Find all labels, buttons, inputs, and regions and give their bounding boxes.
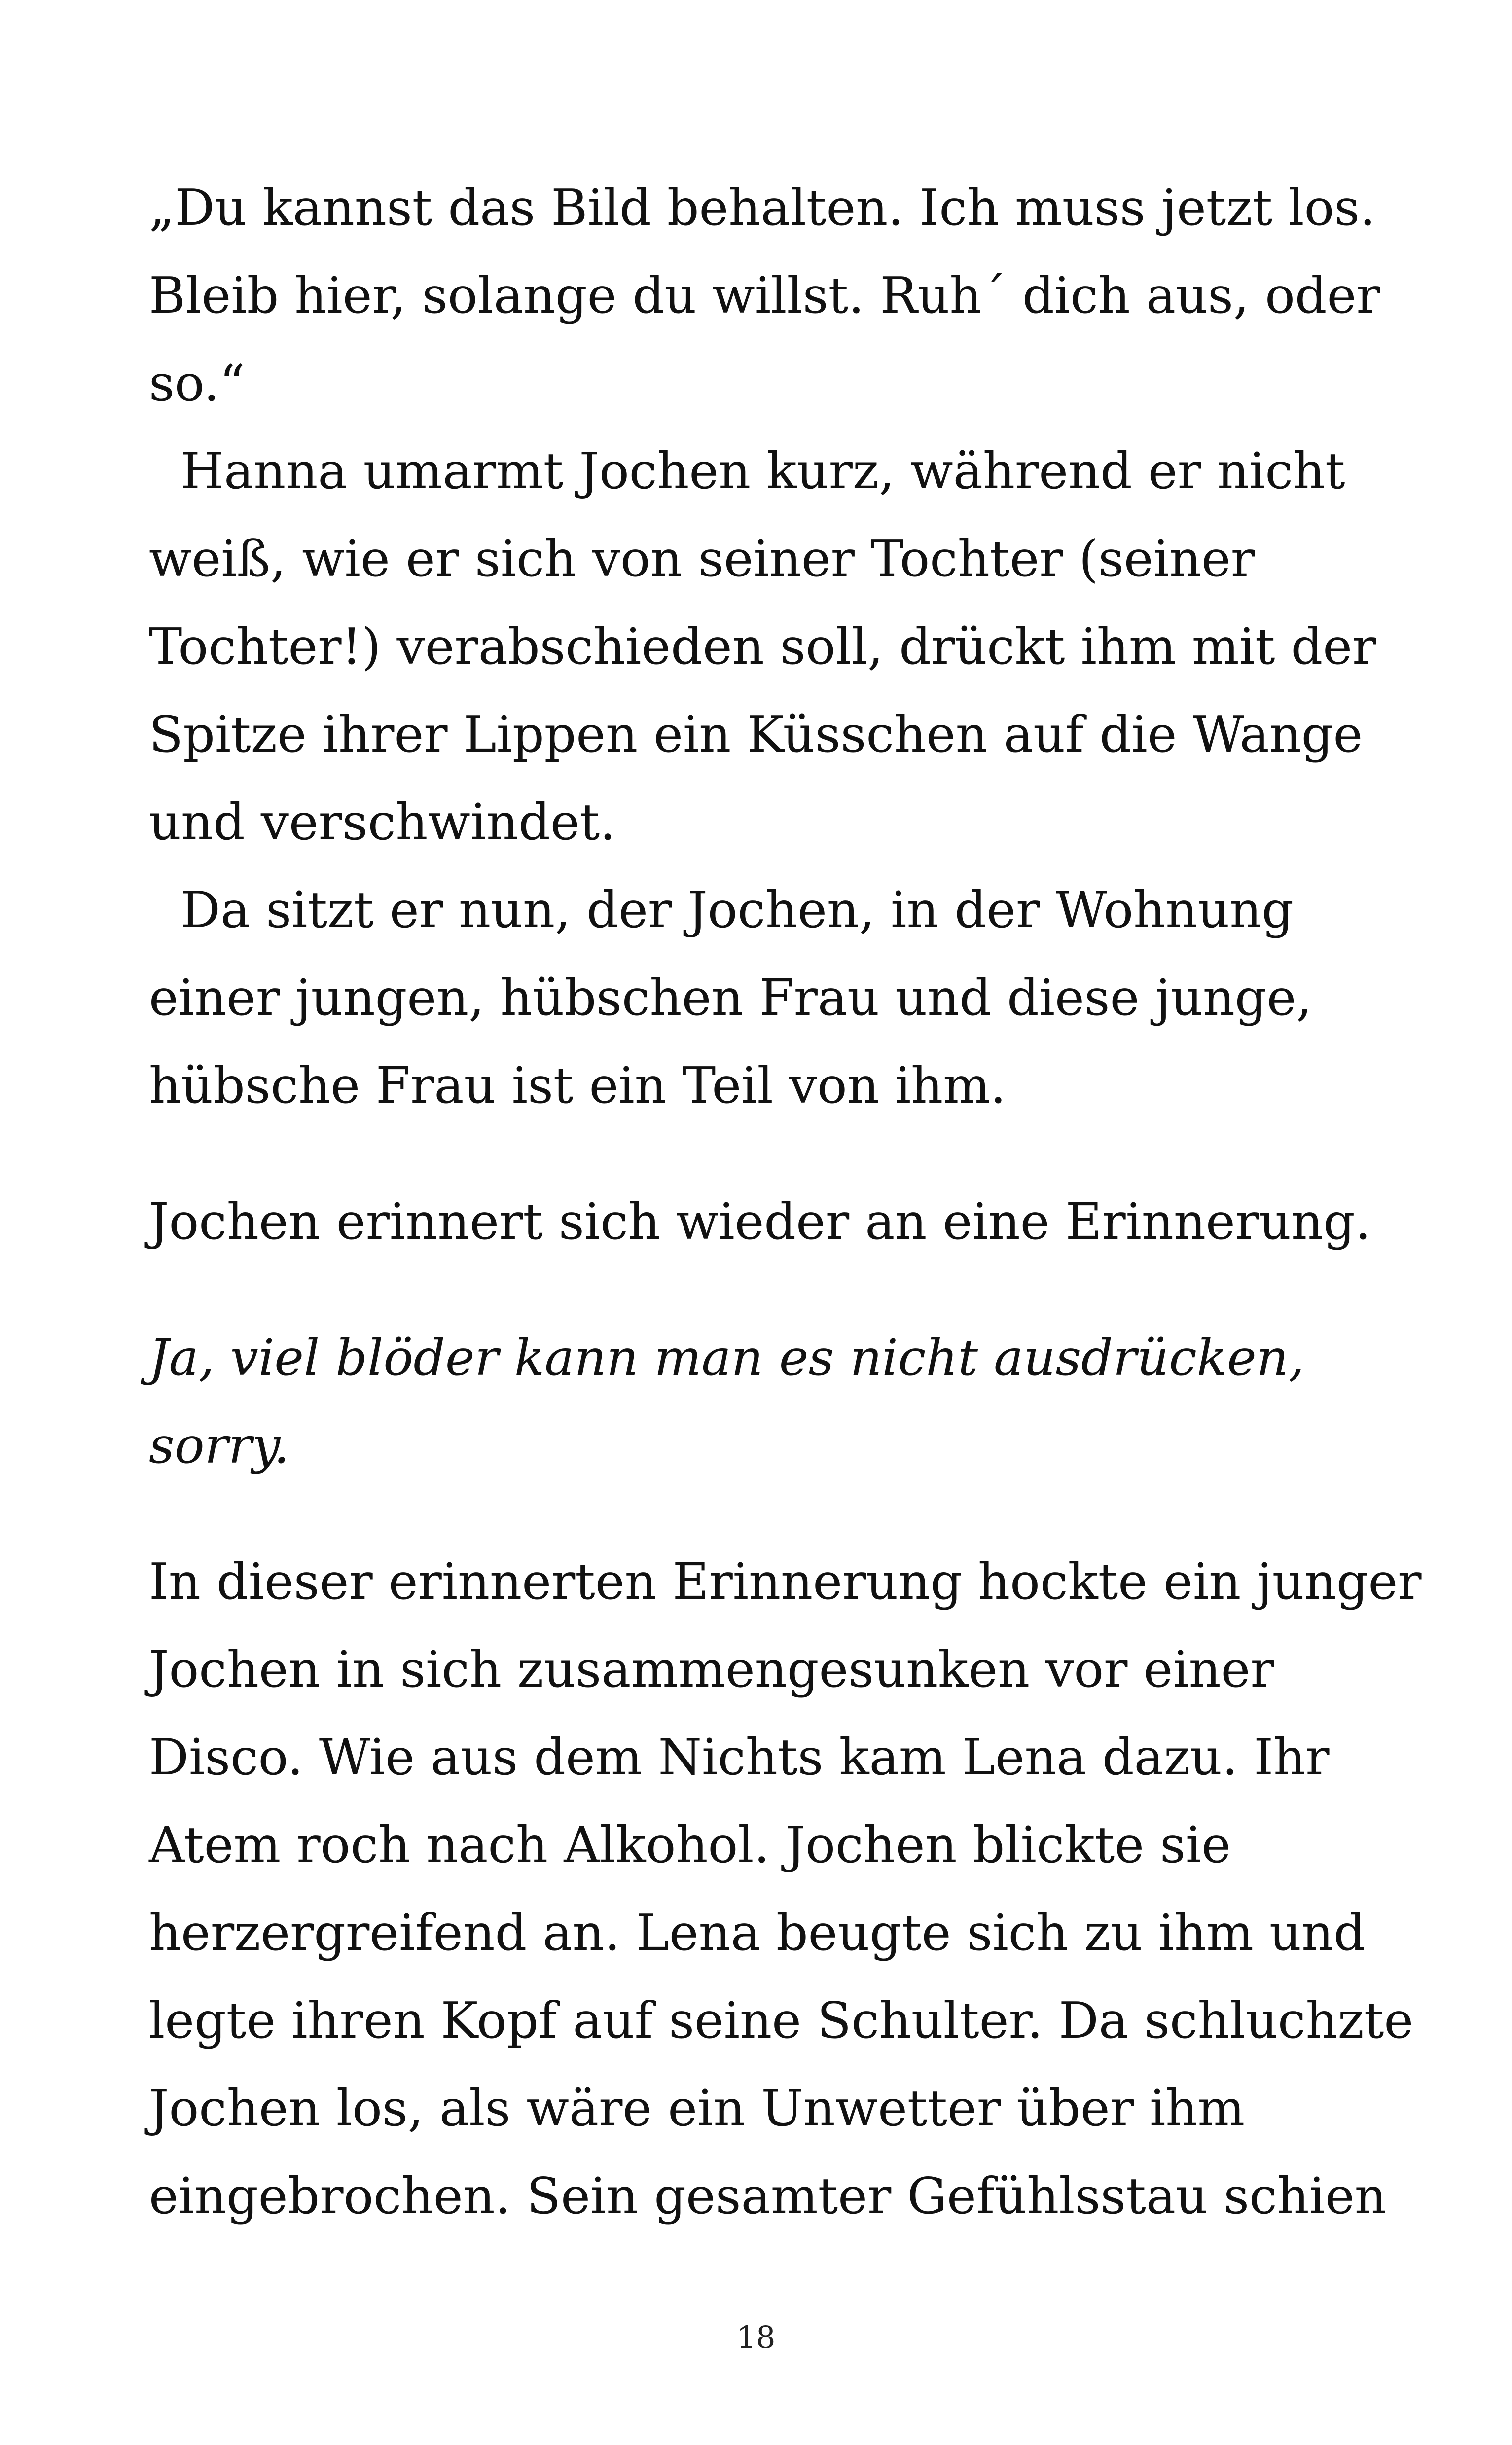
text-line: Bleib hier, solange du willst. Ruh´ dich aus, oder bbox=[149, 266, 1380, 324]
text-line: eingebrochen. Sein gesamter Gefühlsstau schien bbox=[149, 2167, 1387, 2225]
paragraph-aside-italic bbox=[149, 1314, 1392, 1489]
text-line: herzergreifend an. Lena beugte sich zu ihm und bbox=[149, 1904, 1366, 1962]
text-line: Atem roch nach Alkohol. Jochen blickte sie bbox=[149, 1816, 1231, 1874]
text-line: hübsche Frau ist ein Teil von ihm. bbox=[149, 1056, 1007, 1115]
text-line: Jochen erinnert sich wieder an eine Erinnerung. bbox=[149, 1192, 1371, 1251]
text-line: Hanna umarmt Jochen kurz, während er nicht bbox=[180, 442, 1345, 500]
page-number: 18 bbox=[736, 2319, 776, 2355]
text-line: Spitze ihrer Lippen ein Küsschen auf die Wange bbox=[149, 705, 1363, 763]
text-line: In dieser erinnerten Erinnerung hockte ein junger bbox=[149, 1552, 1422, 1611]
text-line: Jochen los, als wäre ein Unwetter über ihm bbox=[149, 2079, 1245, 2137]
text-line: sorry. bbox=[149, 1416, 289, 1474]
text-line: und verschwindet. bbox=[149, 793, 616, 851]
paragraph-gap bbox=[149, 1265, 1392, 1314]
paragraph-dialogue bbox=[149, 164, 1392, 427]
paragraph-gap bbox=[149, 1489, 1392, 1538]
text-line: Ja, viel blöder kann man es nicht ausdrücken, bbox=[149, 1329, 1304, 1387]
paragraph-memory-intro bbox=[149, 1178, 1392, 1265]
text-line: Tochter!) verabschieden soll, drückt ihm mit der bbox=[149, 617, 1376, 676]
paragraph-hanna-goodbye bbox=[149, 427, 1392, 866]
paragraph-gap bbox=[149, 1129, 1392, 1178]
paragraph-disco-memory bbox=[149, 1538, 1422, 2240]
text-line: Jochen in sich zusammengesunken vor einer bbox=[149, 1640, 1274, 1698]
text-line: einer jungen, hübschen Frau und diese junge, bbox=[149, 969, 1312, 1027]
text-line: legte ihren Kopf auf seine Schulter. Da schluchzte bbox=[149, 1991, 1414, 2049]
text-line: Da sitzt er nun, der Jochen, in der Wohnung bbox=[180, 881, 1294, 939]
text-line: so.“ bbox=[149, 354, 245, 412]
paragraph-jochen-sits bbox=[149, 866, 1392, 1129]
text-line: weiß, wie er sich von seiner Tochter (seiner bbox=[149, 530, 1255, 588]
text-line: „Du kannst das Bild behalten. Ich muss jetzt los. bbox=[149, 179, 1376, 237]
text-line: Disco. Wie aus dem Nichts kam Lena dazu. Ihr bbox=[149, 1728, 1330, 1786]
page-body bbox=[149, 164, 1422, 2240]
